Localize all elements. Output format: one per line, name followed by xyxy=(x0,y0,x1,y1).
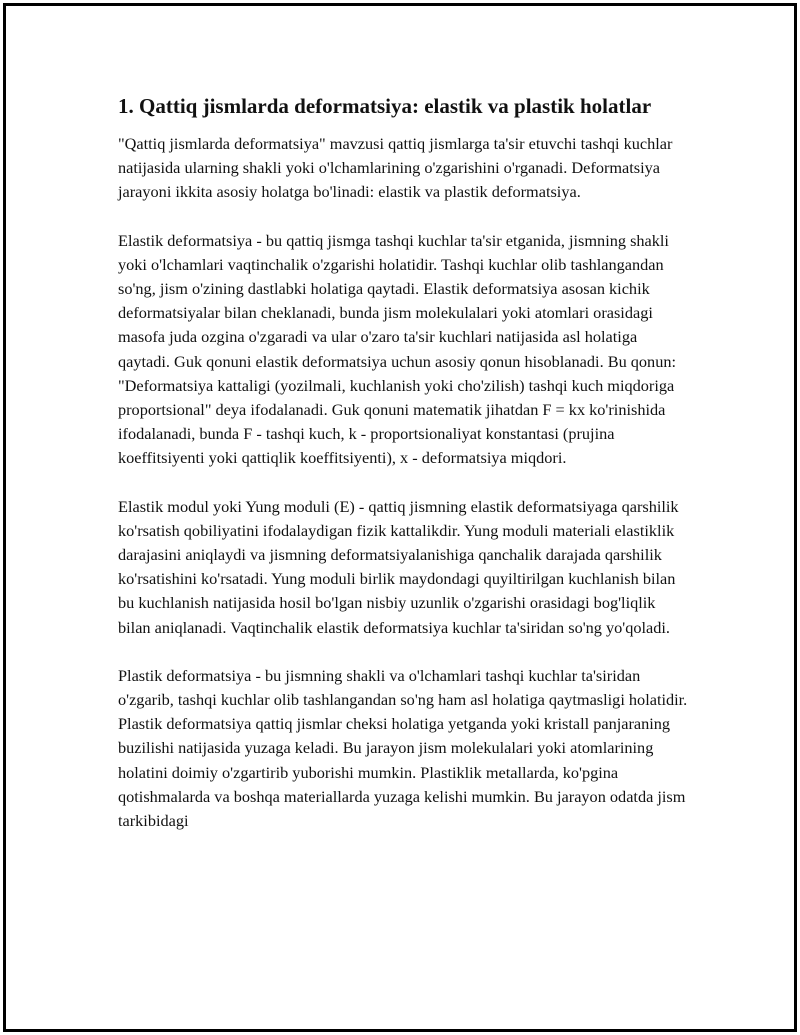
paragraph-intro: "Qattiq jismlarda deformatsiya" mavzusi qattiq jismlarga ta'sir etuvchi tashqi kuchlar natijasida ularning shakli yoki o'lchamlarining o'zgarishini o'rganadi. Deformatsiya jarayoni ikkita asosiy holatga bo'linadi: elastik va plastik deformatsiya. xyxy=(118,134,673,202)
section-heading: 1. Qattiq jismlarda deformatsiya: elastik va plastik holatlar xyxy=(118,94,652,118)
paragraph-plastic-deformation: Plastik deformatsiya - bu jismning shakli va o'lchamlari tashqi kuchlar ta'siridan o'zgarib, tashqi kuchlar olib tashlangandan so'ng ham asl holatiga qaytmasligi holatidir. Plastik deformatsiya qattiq jismlar cheksi holatiga yetganda yoki kristall panjaraning buzilishi natijasida yuzaga keladi. Bu jarayon jism molekulalari yoki atomlarining holatini doimiy o'zgartirib yuborishi mumkin. Plastiklik metallarda, ko'pgina qotishmalarda va boshqa materiallarda yuzaga kelishi mumkin. Bu jarayon odatda jism tarkibidagi xyxy=(118,665,688,831)
paragraph-young-modulus: Elastik modul yoki Yung moduli (E) - qattiq jismning elastik deformatsiyaga qarshilik ko'rsatish qobiliyatini ifodalaydigan fizik kattalikdir. Yung moduli materiali elastiklik darajasini aniqlaydi va jismning deformatsiyalanishiga qanchalik darajada qarshilik ko'rsatishini ko'rsatadi. Yung moduli birlik maydondagi quyiltirilgan kuchlanish bilan bu kuchlanish natijasida hosil bo'lgan nisbiy uzunlik o'zgarishi orasidagi bog'liqlik bilan aniqlanadi. Vaqtinchalik elastik deformatsiya kuchlar ta'siridan so'ng yo'qoladi. xyxy=(118,496,679,637)
paragraph-elastic-deformation: Elastik deformatsiya - bu qattiq jismga tashqi kuchlar ta'sir etganida, jismning shakli yoki o'lchamlari vaqtinchalik o'zgarishi holatidir. Tashqi kuchlar olib tashlangandan so'ng, jism o'zining dastlabki holatiga qaytadi. Elastik deformatsiya asosan kichik deformatsiyalar bilan cheklanadi, bunda jism molekulalari yoki atomlari orasidagi masofa juda ozgina o'zgaradi va ular o'zaro ta'sir kuchlari natijasida asl holatiga qaytadi. Guk qonuni elastik deformatsiya uchun asosiy qonun hisoblanadi. Bu qonun: "Deformatsiya kattaligi (yozilmali, kuchlanish yoki cho'zilish) tashqi kuch miqdoriga proportsional" deya ifodalanadi. Guk qonuni matematik jihatdan F = kx ko'rinishida ifodalanadi, bunda F - tashqi kuch, k - proportsionaliyat konstantasi (prujina koeffitsiyenti yoki qattiqlik koeffitsiyenti), x - deformatsiya miqdori. xyxy=(118,230,677,468)
document-body xyxy=(118,92,688,857)
